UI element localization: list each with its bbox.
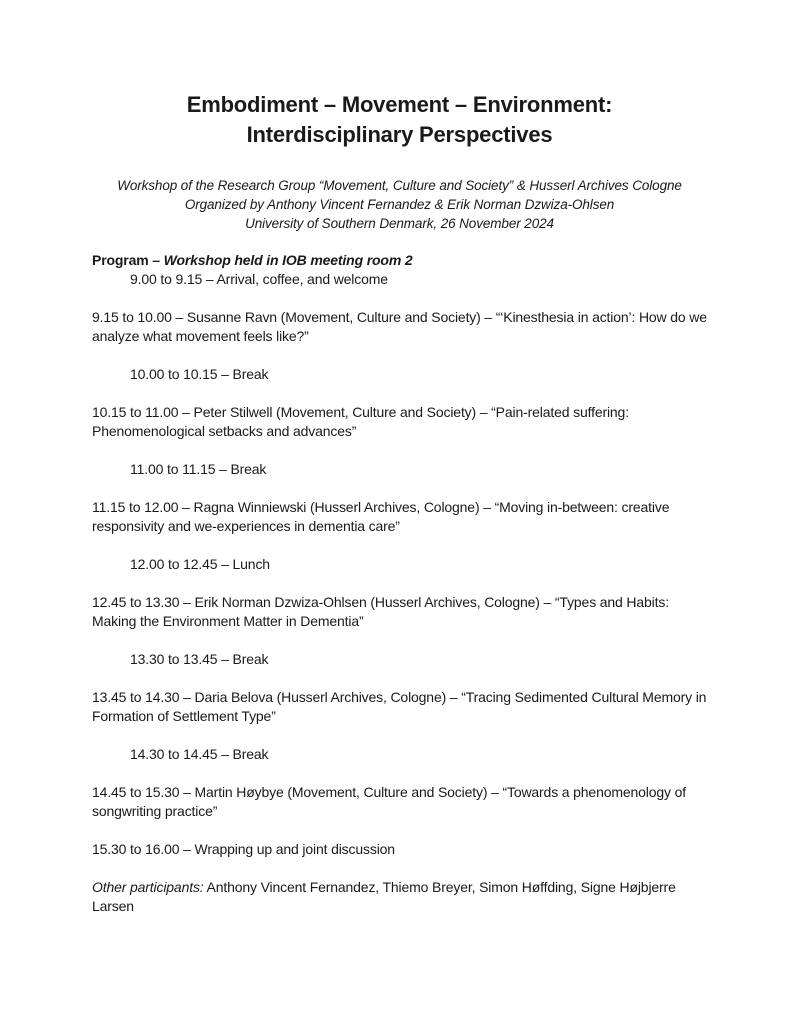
schedule-item-break-2: 11.00 to 11.15 – Break	[130, 461, 267, 477]
program-heading-room-note: Workshop held in IOB meeting room 2	[163, 252, 413, 268]
page-title	[92, 90, 707, 150]
other-participants-names: Anthony Vincent Fernandez, Thiemo Breyer, Simon Høffding, Signe Højbjerre Larsen	[92, 879, 676, 914]
program-heading-label: Program –	[92, 252, 164, 268]
title-line-2: Interdisciplinary Perspectives	[246, 122, 553, 147]
program-heading	[92, 251, 707, 270]
schedule-item-stilwell: 10.15 to 11.00 – Peter Stilwell (Movement, Culture and Society) – “Pain-related suffering: Phenomenological setbacks and advances”	[92, 404, 629, 439]
schedule-item-ravn: 9.15 to 10.00 – Susanne Ravn (Movement, Culture and Society) – “‘Kinesthesia in action’: How do we analyze what movement feels like?”	[92, 309, 707, 344]
schedule-item-lunch: 12.00 to 12.45 – Lunch	[130, 556, 270, 572]
subtitle-line-3: University of Southern Denmark, 26 November 2024	[245, 216, 554, 231]
subtitle	[92, 176, 707, 233]
title-line-1: Embodiment – Movement – Environment:	[186, 92, 613, 117]
subtitle-line-1: Workshop of the Research Group “Movement, Culture and Society” & Husserl Archives Cologne	[117, 178, 682, 193]
schedule-item-break-1: 10.00 to 10.15 – Break	[130, 366, 269, 382]
schedule-item-dzwiza-ohlsen: 12.45 to 13.30 – Erik Norman Dzwiza-Ohlsen (Husserl Archives, Cologne) – “Types and Habits: Making the Environment Matter in Dementia”	[92, 594, 669, 629]
other-participants	[92, 878, 707, 916]
schedule-item-break-4: 14.30 to 14.45 – Break	[130, 746, 269, 762]
schedule-item-break-3: 13.30 to 13.45 – Break	[130, 651, 269, 667]
schedule-item-hoybye: 14.45 to 15.30 – Martin Høybye (Movement, Culture and Society) – “Towards a phenomenology of songwriting practice”	[92, 784, 686, 819]
schedule-item-wrapup: 15.30 to 16.00 – Wrapping up and joint discussion	[92, 841, 395, 857]
schedule-item-winniewski: 11.15 to 12.00 – Ragna Winniewski (Husserl Archives, Cologne) – “Moving in-between: creative responsivity and we-experiences in dementia care”	[92, 499, 670, 534]
schedule-item-arrival: 9.00 to 9.15 – Arrival, coffee, and welcome	[130, 271, 388, 287]
other-participants-label: Other participants:	[92, 879, 204, 895]
schedule-item-belova: 13.45 to 14.30 – Daria Belova (Husserl Archives, Cologne) – “Tracing Sedimented Cultural Memory in Formation of Settlement Type”	[92, 689, 707, 724]
subtitle-line-2: Organized by Anthony Vincent Fernandez & Erik Norman Dzwiza-Ohlsen	[184, 197, 615, 212]
